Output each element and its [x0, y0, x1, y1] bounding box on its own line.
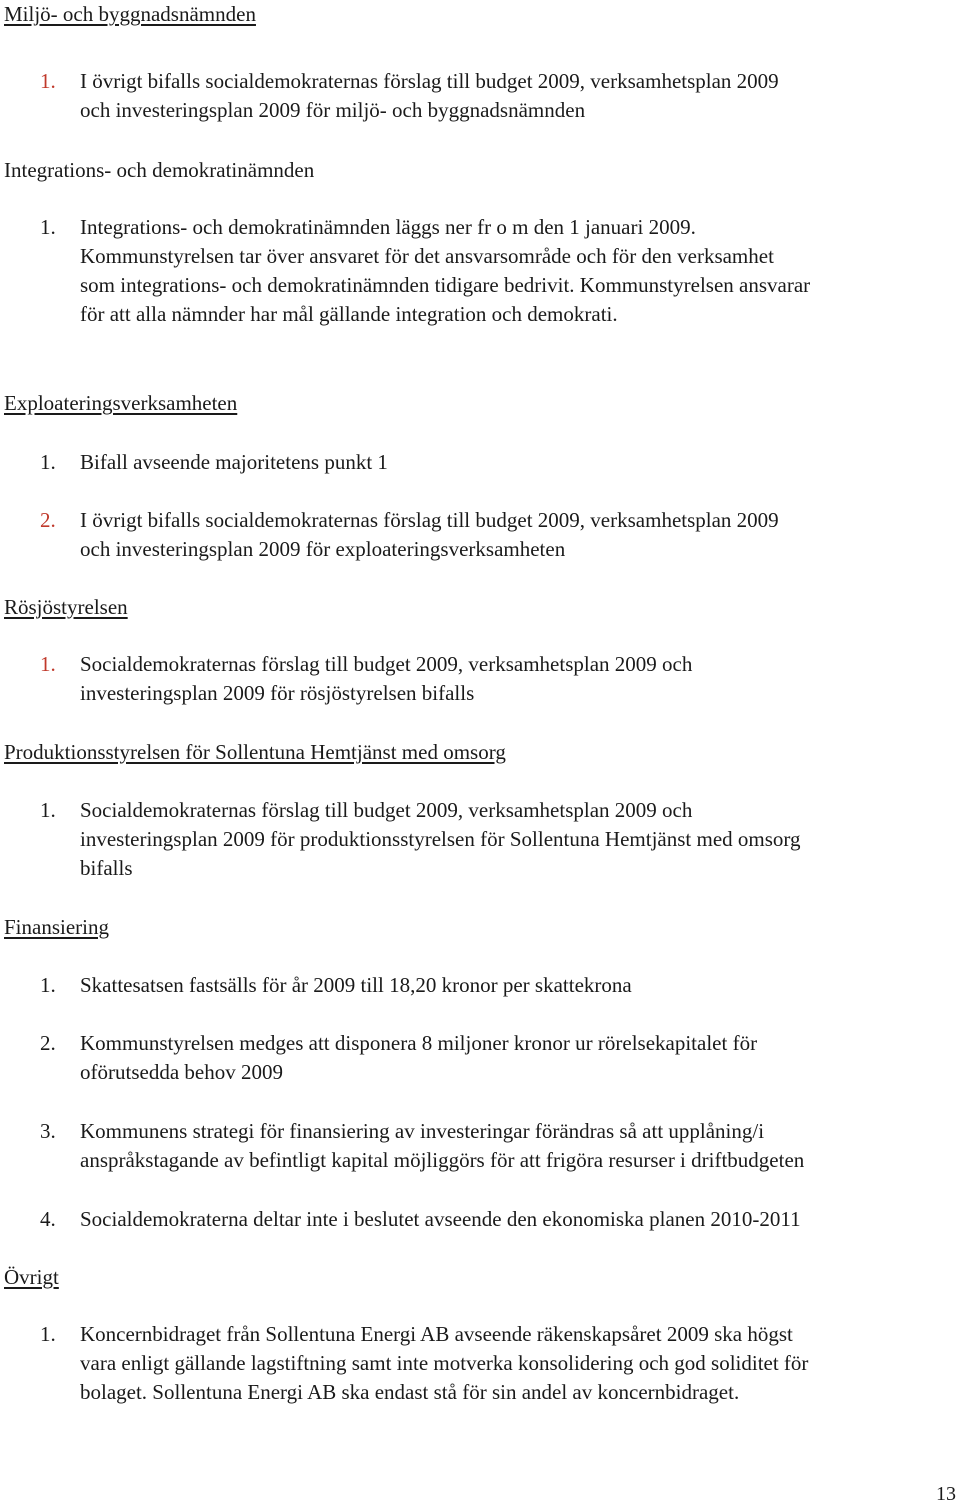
item-text-line: oförutsedda behov 2009	[80, 1060, 283, 1084]
item-text-line: Integrations- och demokratinämnden läggs ner fr o m den 1 januari 2009.	[80, 215, 696, 239]
item-number: 2.	[40, 508, 56, 532]
section-heading-finansiering: Finansiering	[4, 915, 109, 939]
item-text-line: och investeringsplan 2009 för exploateringsverksamheten	[80, 537, 566, 561]
item-number: 1.	[40, 215, 56, 239]
item-number: 1.	[40, 1322, 56, 1346]
item-number: 1.	[40, 69, 56, 93]
item-number: 1.	[40, 973, 56, 997]
item-text	[80, 213, 960, 329]
item-number: 2.	[40, 1031, 56, 1055]
item-text-line: bolaget. Sollentuna Energi AB ska endast stå för sin andel av koncernbidraget.	[80, 1380, 740, 1404]
item-text	[80, 650, 960, 708]
item-text-line: som integrations- och demokratinämnden tidigare bedrivit. Kommunstyrelsen ansvarar	[80, 273, 811, 297]
item-text	[80, 506, 960, 564]
item-text-line: bifalls	[80, 856, 133, 880]
item-text-line: I övrigt bifalls socialdemokraternas förslag till budget 2009, verksamhetsplan 2009	[80, 508, 779, 532]
item-text-line: för att alla nämnder har mål gällande integration och demokrati.	[80, 302, 618, 326]
item-text	[80, 1117, 960, 1175]
section-heading-integration: Integrations- och demokratinämnden	[4, 158, 315, 182]
item-text	[80, 796, 960, 883]
item-text-line: anspråkstagande av befintligt kapital möjliggörs för att frigöra resurser i driftbudgeten	[80, 1148, 805, 1172]
item-text-line: Kommunstyrelsen tar över ansvaret för det ansvarsområde och för den verksamhet	[80, 244, 774, 268]
item-text-line: I övrigt bifalls socialdemokraternas förslag till budget 2009, verksamhetsplan 2009	[80, 69, 779, 93]
item-text	[80, 1320, 960, 1407]
item-text-line: Socialdemokraterna deltar inte i beslutet avseende den ekonomiska planen 2010-2011	[80, 1207, 801, 1231]
item-text	[80, 67, 960, 125]
item-text-line: Koncernbidraget från Sollentuna Energi AB avseende räkenskapsåret 2009 ska högst	[80, 1322, 793, 1346]
item-text	[80, 1029, 960, 1087]
item-text-line: Socialdemokraternas förslag till budget 2009, verksamhetsplan 2009 och	[80, 652, 693, 676]
section-heading-produktion: Produktionsstyrelsen för Sollentuna Hemtjänst med omsorg	[4, 740, 506, 764]
item-number: 1.	[40, 652, 56, 676]
item-number: 4.	[40, 1207, 56, 1231]
item-text-line: Socialdemokraternas förslag till budget 2009, verksamhetsplan 2009 och	[80, 798, 693, 822]
item-text	[80, 971, 960, 1000]
item-number: 3.	[40, 1119, 56, 1143]
item-text-line: investeringsplan 2009 för rösjöstyrelsen bifalls	[80, 681, 475, 705]
item-text-line: och investeringsplan 2009 för miljö- och byggnadsnämnden	[80, 98, 586, 122]
item-text	[80, 1205, 960, 1234]
item-text-line: investeringsplan 2009 för produktionsstyrelsen för Sollentuna Hemtjänst med omsorg	[80, 827, 801, 851]
item-text-line: Kommunens strategi för finansiering av investeringar förändras så att upplåning/i	[80, 1119, 765, 1143]
item-text-line: vara enligt gällande lagstiftning samt inte motverka konsolidering och god soliditet för	[80, 1351, 809, 1375]
item-text-line: Kommunstyrelsen medges att disponera 8 miljoner kronor ur rörelsekapitalet för	[80, 1031, 758, 1055]
section-heading-ovrigt: Övrigt	[4, 1265, 59, 1289]
item-text	[80, 448, 960, 477]
page-number: 13	[936, 1483, 956, 1505]
section-heading-rosjo: Rösjöstyrelsen	[4, 595, 128, 619]
item-number: 1.	[40, 450, 56, 474]
item-text-line: Bifall avseende majoritetens punkt 1	[80, 450, 388, 474]
section-heading-exploatering: Exploateringsverksamheten	[4, 391, 238, 415]
item-number: 1.	[40, 798, 56, 822]
item-text-line: Skattesatsen fastsälls för år 2009 till 18,20 kronor per skattekrona	[80, 973, 632, 997]
section-heading-miljo: Miljö- och byggnadsnämnden	[4, 2, 256, 26]
